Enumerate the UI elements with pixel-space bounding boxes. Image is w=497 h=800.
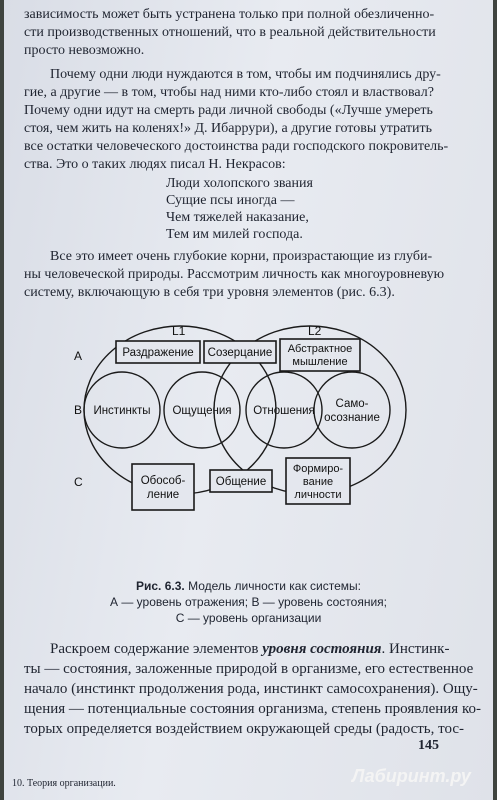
label-sensations: Ощущения bbox=[172, 405, 232, 417]
text-line: все остатки человеческого достоинства ради господского покровитель- bbox=[24, 139, 449, 154]
label-abstract-line2: мышление bbox=[292, 356, 348, 368]
poem-line: Чем тяжелей наказание, bbox=[166, 210, 309, 225]
text-line: зависимость может быть устранена только при полной обезличенно- bbox=[24, 7, 435, 22]
label-communication: Общение bbox=[215, 476, 267, 488]
text-line: ства. Это о таких людях писал Н. Некрасов: bbox=[24, 157, 286, 172]
label-l1: L1 bbox=[172, 324, 186, 338]
page-number: 145 bbox=[418, 738, 439, 753]
label-isolation-line1: Обособ- bbox=[140, 475, 186, 487]
footer-signature: 10. Теория организации. bbox=[12, 778, 116, 789]
text-line: ты — состояния, заложенные природой в организме, его естественное bbox=[24, 661, 474, 677]
label-formation-line2: вание bbox=[302, 476, 334, 488]
personality-model-diagram bbox=[4, 318, 493, 528]
text-line: гие, а другие — в том, чтобы над ними кто-либо стоял и властвовал? bbox=[24, 85, 434, 100]
label-self-line2: осознание bbox=[324, 412, 380, 424]
poem-line: Люди холопского звания bbox=[166, 176, 313, 191]
figure-label: Рис. 6.3. bbox=[135, 579, 185, 593]
label-irritation: Раздражение bbox=[122, 347, 194, 359]
label-contemplation: Созерцание bbox=[207, 347, 273, 359]
figure-caption-line1 bbox=[4, 578, 493, 594]
text-line: торых определяется воздействием окружающей среды (радость, тос- bbox=[24, 721, 465, 737]
watermark-logo: Лабиринт.ру bbox=[352, 766, 471, 786]
row-label-a: А bbox=[74, 349, 83, 363]
book-page bbox=[4, 0, 493, 800]
row-label-c: С bbox=[74, 475, 83, 489]
label-instincts: Инстинкты bbox=[93, 405, 151, 417]
text-line: Почему одни люди нуждаются в том, чтобы им подчинялись дру- bbox=[50, 67, 441, 82]
box-isolation bbox=[132, 464, 194, 510]
emphasis-term: уровня состояния bbox=[262, 641, 382, 657]
label-isolation-line2: ление bbox=[146, 489, 180, 501]
text-line: щения — потенциальные состояния организма, степень проявления ко- bbox=[24, 701, 481, 717]
figure-title: Модель личности как системы: bbox=[188, 579, 361, 593]
text-line: начало (инстинкт продолжения рода, инстинкт самосохранения). Ощу- bbox=[24, 681, 478, 697]
poem-line: Сущие псы иногда — bbox=[166, 193, 295, 208]
poem-line: Тем им милей господа. bbox=[166, 227, 303, 242]
label-self-line1: Само- bbox=[335, 398, 369, 410]
text-line: стоя, чем жить на коленях!» Д. Ибаррури), а другие готовы утратить bbox=[24, 121, 432, 136]
figure-caption-line3: С — уровень организации bbox=[175, 611, 322, 625]
label-abstract-line1: Абстрактное bbox=[287, 343, 353, 355]
text-line: ны человеческой природы. Рассмотрим личность как многоуровневую bbox=[24, 267, 445, 282]
circle-self-awareness bbox=[314, 372, 390, 448]
figure-caption-line2: А — уровень отражения; В — уровень состояния; bbox=[110, 595, 387, 609]
row-label-b: В bbox=[74, 403, 83, 417]
label-relations: Отношения bbox=[253, 405, 315, 417]
text-line: Все это имеет очень глубокие корни, произрастающие из глуби- bbox=[50, 249, 433, 264]
text-line: Почему одни идут на смерть ради личной свободы («Лучше умереть bbox=[24, 103, 433, 118]
text-line: сти производственных отношений, что в реальной действительности bbox=[24, 25, 436, 40]
label-formation-line3: личности bbox=[294, 489, 342, 501]
text-line: систему, включающую в себя три уровня элементов (рис. 6.3). bbox=[24, 285, 395, 300]
text-line: Раскроем содержание элементов уровня состояния. Инстинк- bbox=[50, 641, 450, 657]
label-l2: L2 bbox=[308, 324, 322, 338]
text-line: просто невозможно. bbox=[24, 43, 145, 58]
label-formation-line1: Формиро- bbox=[292, 463, 344, 475]
